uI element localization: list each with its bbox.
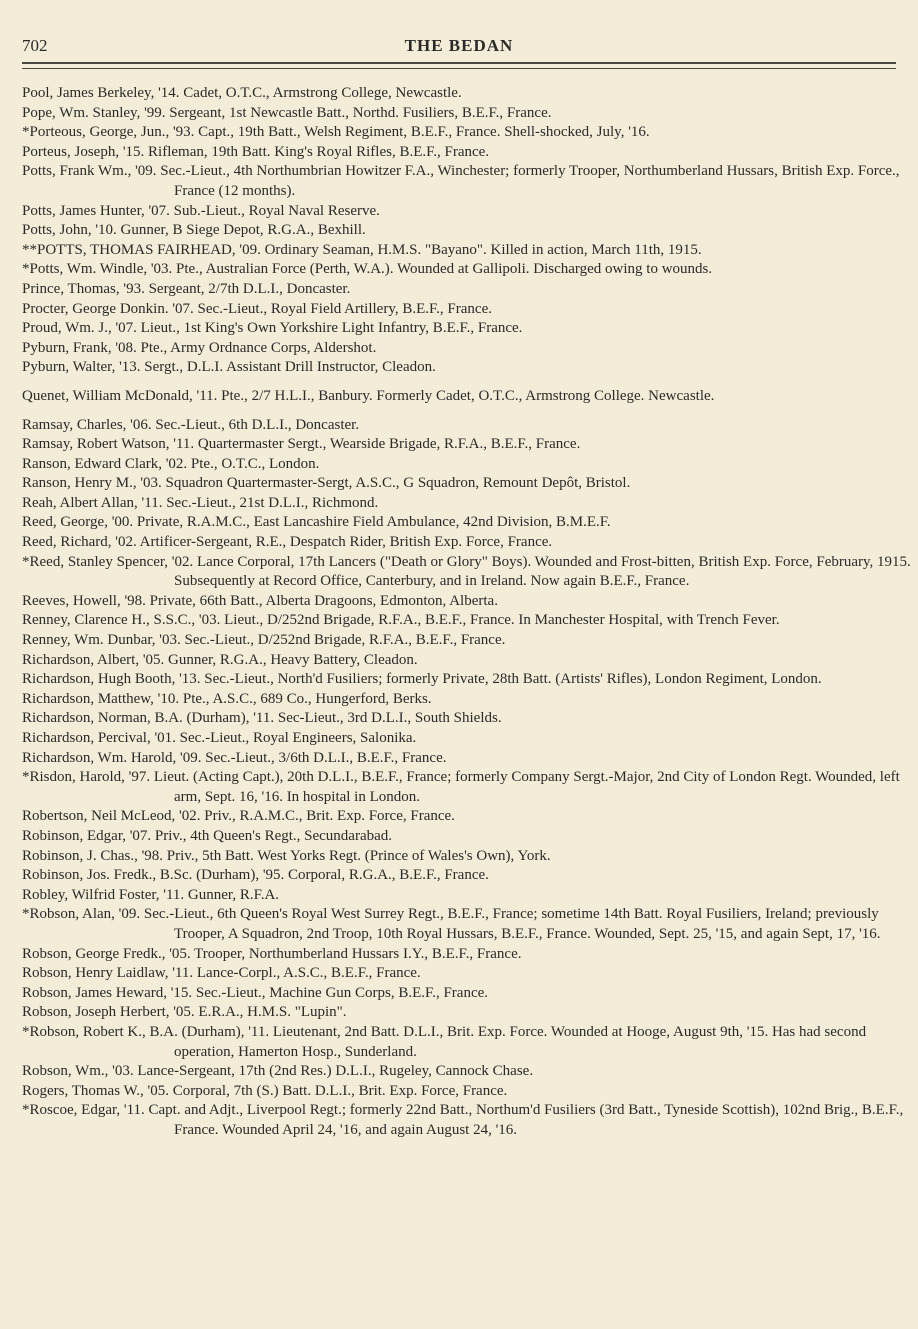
list-entry: Porteus, Joseph, '15. Rifleman, 19th Batt. King's Royal Rifles, B.E.F., France. (22, 143, 490, 160)
list-entry: Potts, James Hunter, '07. Sub.-Lieut., Royal Naval Reserve. (22, 202, 380, 219)
list-entry: *Porteous, George, Jun., '93. Capt., 19th Batt., Welsh Regiment, B.E.F., France. Shell-shocked, July, '16. (22, 124, 650, 141)
list-entry: Ranson, Edward Clark, '02. Pte., O.T.C., London. (22, 455, 320, 472)
list-entry: Richardson, Percival, '01. Sec.-Lieut., Royal Engineers, Salonika. (22, 730, 417, 746)
list-entry: Procter, George Donkin. '07. Sec.-Lieut., Royal Field Artillery, B.E.F., France. (22, 300, 492, 317)
list-entry: Proud, Wm. J., '07. Lieut., 1st King's Own Yorkshire Light Infantry, B.E.F., France. (22, 320, 523, 337)
list-entry: *Robson, Alan, '09. Sec.-Lieut., 6th Queen's Royal West Surrey Regt., B.E.F., France; sometime 14th Batt. Royal Fusiliers, Ireland; previously Trooper, A Squadron, 2nd Troop, 10th Royal Hussars, B.E.F., France. Wounded, Sept. 25, '15, and again Sept, 17, '16. (22, 906, 881, 942)
list-entry: *Robson, Robert K., B.A. (Durham), '11. Lieutenant, 2nd Batt. D.L.I., Brit. Exp. Force. Wounded at Hooge, August 9th, '15. Has had second operation, Hamerton Hosp., Sunderland. (22, 1023, 867, 1060)
list-entry: *Risdon, Harold, '97. Lieut. (Acting Capt.), 20th D.L.I., B.E.F., France; formerly Company Sergt.-Major, 2nd City of London Regt. Wounded, left arm, Sept. 16, '16. In hospital in London. (22, 769, 900, 805)
list-entry: Ramsay, Robert Watson, '11. Quartermaster Sergt., Wearside Brigade, R.F.A., B.E.F., France. (22, 436, 581, 453)
list-entry: Rogers, Thomas W., '05. Corporal, 7th (S.) Batt. D.L.I., Brit. Exp. Force, France. (22, 1082, 508, 1099)
list-entry: Renney, Clarence H., S.S.C., '03. Lieut., D/252nd Brigade, R.F.A., B.E.F., France. In Manchester Hospital, with Trench Fever. (22, 612, 780, 629)
list-entry: **POTTS, THOMAS FAIRHEAD, '09. Ordinary Seaman, H.M.S. "Bayano". Killed in action, March 11th, 1915. (22, 241, 702, 258)
list-entry: Robley, Wilfrid Foster, '11. Gunner, R.F.A. (22, 886, 280, 903)
list-entry: Robson, Henry Laidlaw, '11. Lance-Corpl., A.S.C., B.E.F., France. (22, 965, 421, 982)
list-entry: *Reed, Stanley Spencer, '02. Lance Corporal, 17th Lancers ("Death or Glory" Boys). Wounded and Frost-bitten, British Exp. Force, February, 1915. Subsequently at Record Office, Canterbury, and in Ireland. Now again B.E.F., France. (22, 553, 911, 590)
list-entry: Potts, Frank Wm., '09. Sec.-Lieut., 4th Northumbrian Howitzer F.A., Winchester; formerly Trooper, Northumberland Hussars, British Exp. Force., France (12 months). (22, 163, 900, 199)
list-entry: Pyburn, Walter, '13. Sergt., D.L.I. Assistant Drill Instructor, Cleadon. (22, 359, 436, 376)
page-title: THE BEDAN (404, 36, 514, 55)
list-entry: *Potts, Wm. Windle, '03. Pte., Australian Force (Perth, W.A.). Wounded at Gallipoli. Discharged owing to wounds. (22, 261, 713, 278)
page-number: 702 (22, 36, 48, 55)
list-entry: Robinson, Jos. Fredk., B.Sc. (Durham), '95. Corporal, R.G.A., B.E.F., France. (22, 867, 489, 884)
list-entry: Pope, Wm. Stanley, '99. Sergeant, 1st Newcastle Batt., Northd. Fusiliers, B.E.F., France. (22, 104, 552, 121)
list-entry: Pyburn, Frank, '08. Pte., Army Ordnance Corps, Aldershot. (22, 339, 377, 356)
list-entry: *Roscoe, Edgar, '11. Capt. and Adjt., Liverpool Regt.; formerly 22nd Batt., Northum'd Fusiliers (3rd Batt., Tyneside Scottish), 102nd Brig., B.E.F., France. Wounded April 24, '16, and again August 24, '16. (22, 1102, 904, 1138)
list-entry: Reah, Albert Allan, '11. Sec.-Lieut., 21st D.L.I., Richmond. (22, 494, 379, 511)
list-entry: Robertson, Neil McLeod, '02. Priv., R.A.M.C., Brit. Exp. Force, France. (22, 808, 455, 825)
page-header (22, 34, 896, 60)
list-entry: Quenet, William McDonald, '11. Pte., 2/7 H.L.I., Banbury. Formerly Cadet, O.T.C., Armstrong College. Newcastle. (22, 387, 715, 404)
list-entry: Renney, Wm. Dunbar, '03. Sec.-Lieut., D/252nd Brigade, R.F.A., B.E.F., France. (22, 632, 506, 649)
list-entry: Richardson, Matthew, '10. Pte., A.S.C., 689 Co., Hungerford, Berks. (22, 690, 432, 707)
list-entry: Robson, Wm., '03. Lance-Sergeant, 17th (2nd Res.) D.L.I., Rugeley, Cannock Chase. (22, 1063, 534, 1080)
list-entry: Reeves, Howell, '98. Private, 66th Batt., Alberta Dragoons, Edmonton, Alberta. (22, 592, 498, 609)
list-entry: Reed, Richard, '02. Artificer-Sergeant, R.E., Despatch Rider, British Exp. Force, France. (22, 534, 553, 551)
list-entry: Robinson, Edgar, '07. Priv., 4th Queen's Regt., Secundarabad. (22, 827, 393, 844)
list-entry: Richardson, Wm. Harold, '09. Sec.-Lieut., 3/6th D.L.I., B.E.F., France. (22, 749, 447, 766)
list-entry: Richardson, Albert, '05. Gunner, R.G.A., Heavy Battery, Cleadon. (22, 651, 418, 668)
roll-of-service-list (22, 84, 912, 1140)
list-entry: Ranson, Henry M., '03. Squadron Quartermaster-Sergt, A.S.C., G Squadron, Remount Depôt, Bristol. (22, 475, 631, 492)
list-entry: Ramsay, Charles, '06. Sec.-Lieut., 6th D.L.I., Doncaster. (22, 416, 360, 433)
list-entry: Reed, George, '00. Private, R.A.M.C., East Lancashire Field Ambulance, 42nd Division, B.M.E.F. (22, 514, 611, 531)
list-entry: Pool, James Berkeley, '14. Cadet, O.T.C., Armstrong College, Newcastle. (22, 85, 462, 101)
list-entry: Richardson, Hugh Booth, '13. Sec.-Lieut., North'd Fusiliers; formerly Private, 28th Batt. (Artists' Rifles), London Regiment, London. (22, 671, 822, 688)
list-entry: Potts, John, '10. Gunner, B Siege Depot, R.G.A., Bexhill. (22, 222, 366, 239)
list-entry: Richardson, Norman, B.A. (Durham), '11. Sec-Lieut., 3rd D.L.I., South Shields. (22, 710, 502, 727)
list-entry: Robson, Joseph Herbert, '05. E.R.A., H.M.S. "Lupin". (22, 1004, 347, 1021)
list-entry: Robson, James Heward, '15. Sec.-Lieut., Machine Gun Corps, B.E.F., France. (22, 984, 489, 1001)
list-entry: Robson, George Fredk., '05. Trooper, Northumberland Hussars I.Y., B.E.F., France. (22, 945, 522, 962)
list-entry: Prince, Thomas, '93. Sergeant, 2/7th D.L.I., Doncaster. (22, 280, 351, 297)
header-rule (22, 62, 896, 69)
list-entry: Robinson, J. Chas., '98. Priv., 5th Batt. West Yorks Regt. (Prince of Wales's Own), York. (22, 847, 551, 864)
